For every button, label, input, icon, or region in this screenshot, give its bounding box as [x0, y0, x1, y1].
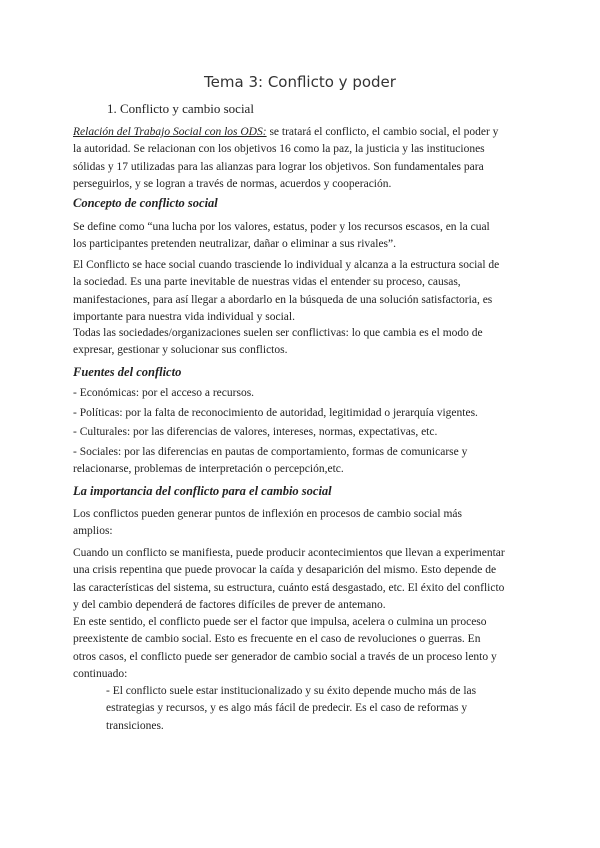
ods-lead: Relación del Trabajo Social con los ODS:: [73, 126, 267, 138]
text-line: Los conflictos pueden generar puntos de inflexión en procesos de cambio social más: [73, 508, 462, 520]
text-line: El Conflicto se hace social cuando trasciende lo individual y alcanza a la estructura social de: [73, 259, 500, 271]
concepto-paragraph-1: [73, 219, 535, 254]
text-line: los participantes pretenden neutralizar, dañar o eliminar a sus rivales”.: [73, 238, 397, 251]
concepto-paragraph-3: [73, 325, 535, 360]
intro-paragraph: [73, 124, 535, 194]
page-title: Tema 3: Conflicto y poder: [204, 73, 396, 91]
importancia-paragraph-1: [73, 506, 535, 541]
heading-importancia: La importancia del conflicto para el cambio social: [73, 484, 332, 498]
importancia-paragraph-3: [73, 614, 535, 684]
text-line: Cuando un conflicto se manifiesta, puede producir acontecimientos que llevan a experimentar: [73, 547, 505, 559]
importancia-bullet: [106, 683, 536, 735]
text-line: Todas las sociedades/organizaciones suelen ser conflictivas: lo que cambia es el modo de: [73, 327, 483, 339]
list-item: - Económicas: por el acceso a recursos.: [73, 387, 255, 399]
text-line: manifestaciones, para así llegar a abordarlo en la búsqueda de una solución satisfactoria, es: [73, 293, 493, 306]
list-item: - Culturales: por las diferencias de valores, intereses, normas, expectativas, etc.: [73, 426, 438, 438]
text-line: expresar, gestionar y solucionar sus conflictos.: [73, 344, 288, 357]
text-line: Se define como “una lucha por los valores, estatus, poder y los recursos escasos, en la cual: [73, 221, 490, 233]
text-line: preexistente de cambio social. Esto es frecuente en el caso de revoluciones o guerras. En: [73, 633, 481, 646]
text-line: perseguirlos, y se logran a través de normas, acuerdos y cooperación.: [73, 178, 392, 191]
text-line: amplios:: [73, 525, 113, 538]
text-line: la sociedad. Es una parte inevitable de nuestras vidas el entender su proceso, causas,: [73, 276, 461, 289]
fuentes-item-sociales: [73, 444, 535, 479]
importancia-paragraph-2: [73, 545, 535, 615]
text-line: otros casos, el conflicto puede ser generador de cambio social a través de un proceso lento y: [73, 650, 497, 663]
list-item: - Sociales: por las diferencias en pautas de comportamiento, formas de comunicarse y: [73, 446, 468, 458]
text-line: la autoridad. Se relacionan con los objetivos 16 como la paz, la justicia y las instituciones: [73, 143, 485, 156]
list-item: - Políticas: por la falta de reconocimiento de autoridad, legitimidad o jerarquía vigentes.: [73, 407, 478, 419]
text-line: continuado:: [73, 668, 128, 681]
list-item-continued: estrategias y recursos, y es algo más fácil de predecir. Es el caso de reformas y: [106, 702, 468, 715]
text-line: sólidas y 17 utilizadas para las alianzas para lograr los objetivos. Son fundamentales para: [73, 160, 484, 173]
fuentes-item-politicas: [73, 405, 535, 422]
text-line: y del cambio dependerá de factores difíciles de prever de antemano.: [73, 599, 386, 612]
text-line: una crisis repentina que puede provocar la caída y desaparición del mismo. Esto depende de: [73, 564, 497, 577]
list-item: - El conflicto suele estar institucionalizado y su éxito depende mucho más de las: [106, 685, 477, 697]
intro-first-line: [73, 124, 535, 141]
text-line: importante para nuestra vida individual y social.: [73, 311, 295, 324]
section-heading-1: 1. Conflicto y cambio social: [107, 101, 254, 116]
concepto-paragraph-2: [73, 257, 535, 327]
heading-fuentes: Fuentes del conflicto: [73, 365, 182, 379]
text-line: En este sentido, el conflicto puede ser el factor que impulsa, acelera o culmina un proceso: [73, 616, 487, 628]
text-line: las características del sistema, su estructura, cuánto está desgastado, etc. El éxito del conflicto: [73, 581, 505, 594]
intro-first-rest: se tratará el conflicto, el cambio social, el poder y: [266, 126, 499, 138]
fuentes-item-culturales: [73, 424, 535, 441]
fuentes-item-economicas: [73, 385, 535, 402]
list-item-continued: transiciones.: [106, 719, 164, 732]
list-item-continued: relacionarse, problemas de interpretación o percepción,etc.: [73, 463, 344, 476]
heading-concepto: Concepto de conflicto social: [73, 196, 218, 210]
